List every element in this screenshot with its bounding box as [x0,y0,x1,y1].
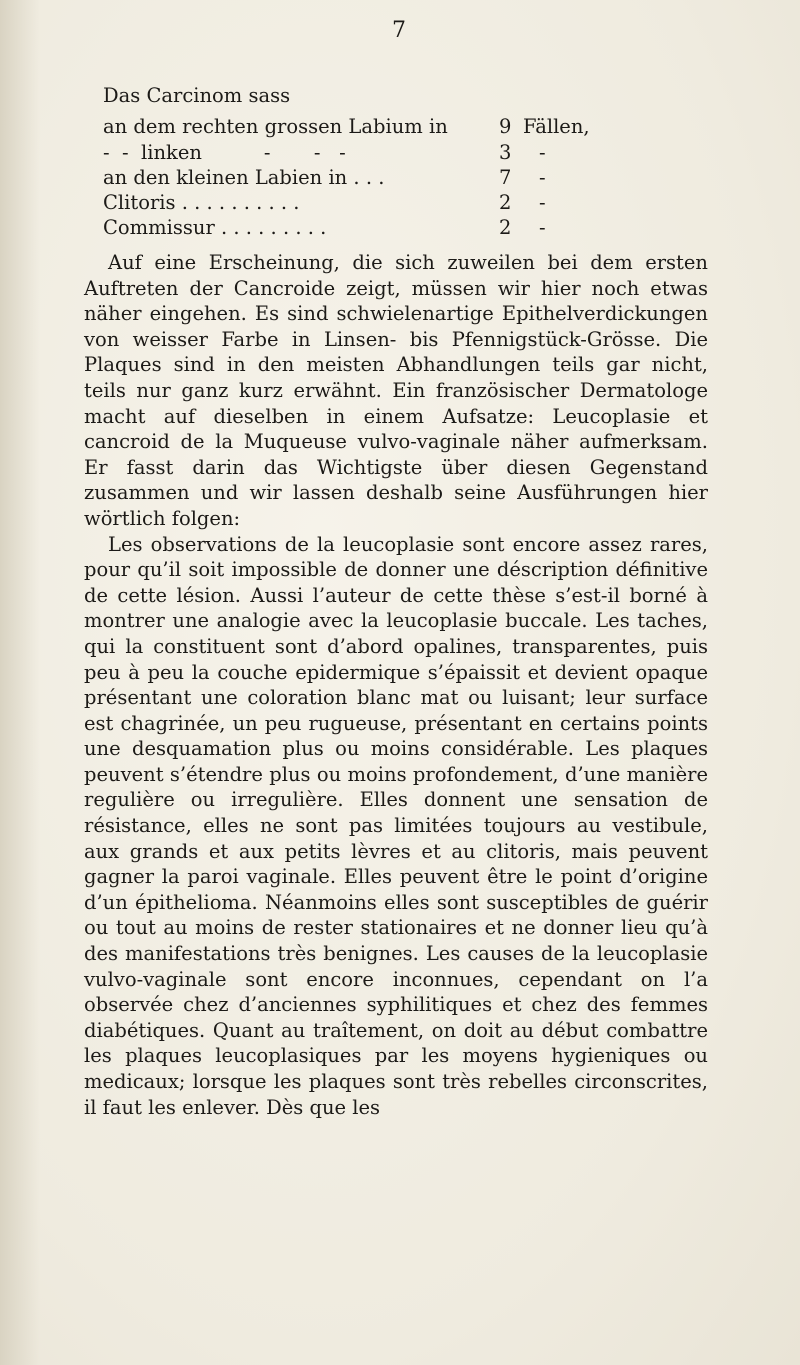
paragraph-french-quote: Les observations de la leucoplasie sont encore assez rares, pour qu’il soit impossible de donner une déscription définitive de cette lésion. Aussi l’auteur de cette thèse s’est-il borné à montrer une analogie avec la leucoplasie buccale. Les taches, qui la constituent sont d’abord opalines, transparentes, puis peu à peu la couche epidermique s’épaissit et devient opaque présentant une coloration blanc mat ou luisant; leur surface est chagrinée, un peu rugueuse, présentant en certains points une desquamation plus ou moins considérable. Les plaques peuvent s’étendre plus ou moins profondement, d’une manière regulière ou irregulière. Elles donnent une sensation de résistance, elles ne sont pas limitées toujours au vestibule, aux grands et aux petits lèvres et au clitoris, mais peuvent gagner la paroi vaginale. Elles peuvent être le point d’origine d’un épithelioma. Néanmoins elles sont susceptibles de guérir ou tout au moins de rester stationaires et ne donner lieu qu’à des manifestations très benignes. Les causes de la leucoplasie vulvo-vaginale sont encore inconnues, cependant on l’a observée chez d’anciennes syphilitiques et chez des femmes diabétiques. Quant au traîtement, on doit au début combattre les plaques leucoplasiques par les moyens hygieniques ou medicaux; lorsque les plaques sont très rebelles circonscrites, il faut les enlever. Dès que les [84,532,708,1119]
stat-label: an den kleinen Labien in . . . [103,166,385,189]
stat-label: - - linken - - - [103,141,346,164]
stat-unit: Fällen, [523,115,590,138]
binding-shadow [0,0,40,1365]
stat-label: Commissur . . . . . . . . . [103,216,327,239]
page-number: 7 [392,18,406,43]
stat-unit: - [539,191,546,214]
paragraph-german: Auf eine Erscheinung, die sich zuweilen bei dem ersten Auftreten der Cancroide zeigt, müssen wir hier noch etwas näher eingehen. Es sind schwielenartige Epithelverdickungen von weisser Farbe in Linsen- bis Pfennigstück-Grösse. Die Plaques sind in den meisten Abhandlungen teils gar nicht, teils nur ganz kurz erwähnt. Ein französischer Dermatologe macht auf dieselben in einem Aufsatze: Leucoplasie et cancroid de la Muqueuse vulvo-vaginale näher aufmerksam. Er fasst darin das Wichtigste über diesen Gegenstand zusammen und wir lassen deshalb seine Ausführungen hier wörtlich folgen: [84,251,708,530]
stat-value: 9 [499,115,512,138]
body-text [84,250,708,1120]
stat-unit: - [539,141,546,164]
stat-unit: - [539,166,546,189]
stat-value: 2 [499,216,512,239]
stat-label: Clitoris . . . . . . . . . . [103,191,300,214]
stat-row [103,213,663,243]
stat-label: an dem rechten grossen Labium in [103,115,448,138]
stat-unit: - [539,216,546,239]
intro-line: Das Carcinom sass [103,84,291,107]
stat-value: 3 [499,141,512,164]
stat-value: 7 [499,166,512,189]
stat-value: 2 [499,191,512,214]
